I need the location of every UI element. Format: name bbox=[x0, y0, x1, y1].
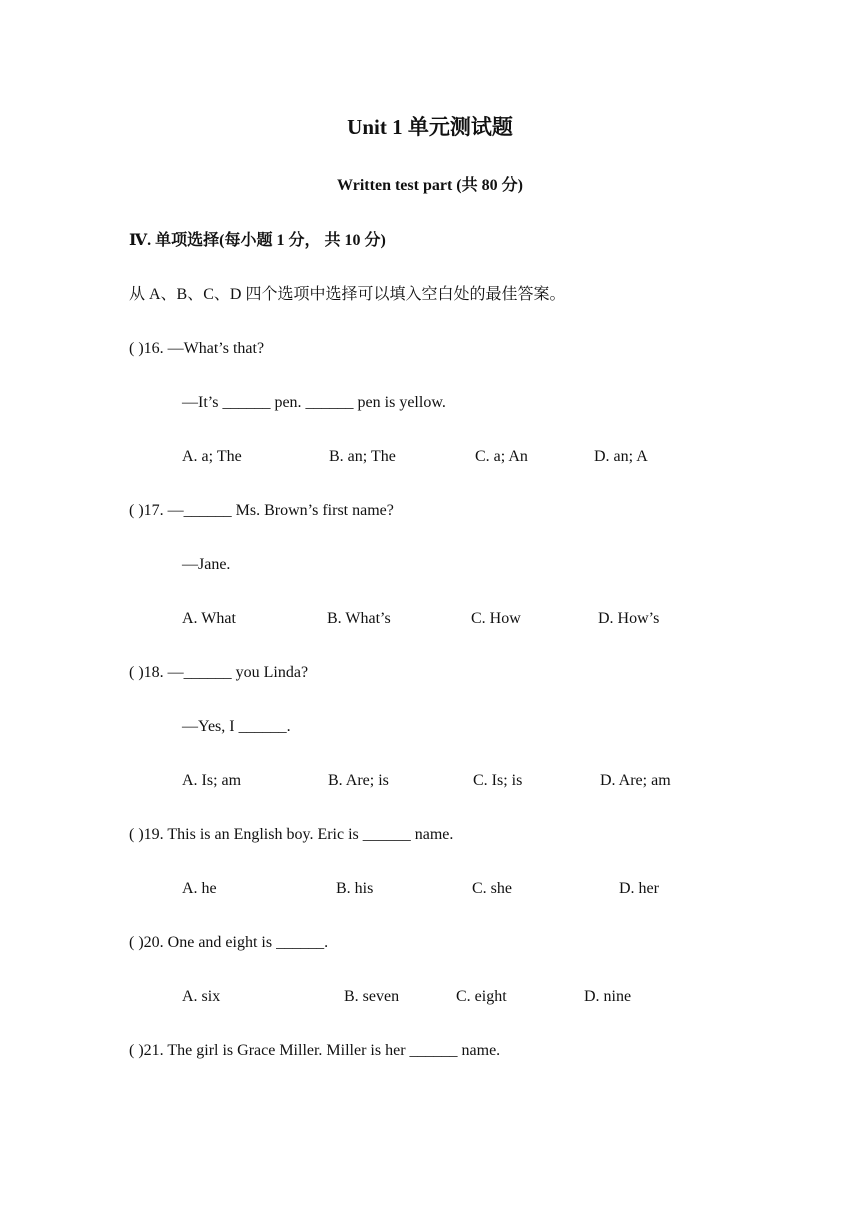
question-stem: ( )16. —What’s that? bbox=[129, 340, 265, 357]
option-b: B. What’s bbox=[327, 610, 391, 627]
question-stem: ( )20. One and eight is ______. bbox=[129, 934, 329, 951]
option-c: C. a; An bbox=[475, 448, 528, 465]
question-line: —Yes, I ______. bbox=[182, 718, 291, 735]
question-stem: ( )17. —______ Ms. Brown’s first name? bbox=[129, 502, 394, 519]
page-title: Unit 1 单元测试题 bbox=[347, 115, 513, 139]
question-line: —It’s ______ pen. ______ pen is yellow. bbox=[182, 394, 446, 411]
question-line: —Jane. bbox=[182, 556, 231, 573]
option-c: C. How bbox=[471, 610, 521, 627]
option-c: C. she bbox=[472, 880, 512, 897]
option-a: A. a; The bbox=[182, 448, 242, 465]
question-stem: ( )21. The girl is Grace Miller. Miller is her ______ name. bbox=[129, 1042, 501, 1059]
option-a: A. six bbox=[182, 988, 221, 1005]
option-b: B. Are; is bbox=[328, 772, 389, 789]
question-stem: ( )19. This is an English boy. Eric is ______ name. bbox=[129, 826, 454, 843]
question-stem: ( )18. —______ you Linda? bbox=[129, 664, 309, 681]
option-d: D. How’s bbox=[598, 610, 660, 627]
option-a: A. Is; am bbox=[182, 772, 242, 789]
option-c: C. eight bbox=[456, 988, 507, 1005]
option-d: D. her bbox=[619, 880, 659, 897]
page-subtitle: Written test part (共 80 分) bbox=[337, 177, 523, 194]
section-instruction: 从 A、B、C、D 四个选项中选择可以填入空白处的最佳答案。 bbox=[129, 286, 566, 303]
option-c: C. Is; is bbox=[473, 772, 523, 789]
option-d: D. an; A bbox=[594, 448, 648, 465]
option-d: D. Are; am bbox=[600, 772, 671, 789]
option-b: B. his bbox=[336, 880, 374, 897]
option-b: B. seven bbox=[344, 988, 400, 1005]
section-heading: Ⅳ. 单项选择(每小题 1 分， 共 10 分) bbox=[129, 232, 386, 249]
option-d: D. nine bbox=[584, 988, 632, 1005]
option-a: A. What bbox=[182, 610, 236, 627]
option-b: B. an; The bbox=[329, 448, 396, 465]
option-a: A. he bbox=[182, 880, 217, 897]
